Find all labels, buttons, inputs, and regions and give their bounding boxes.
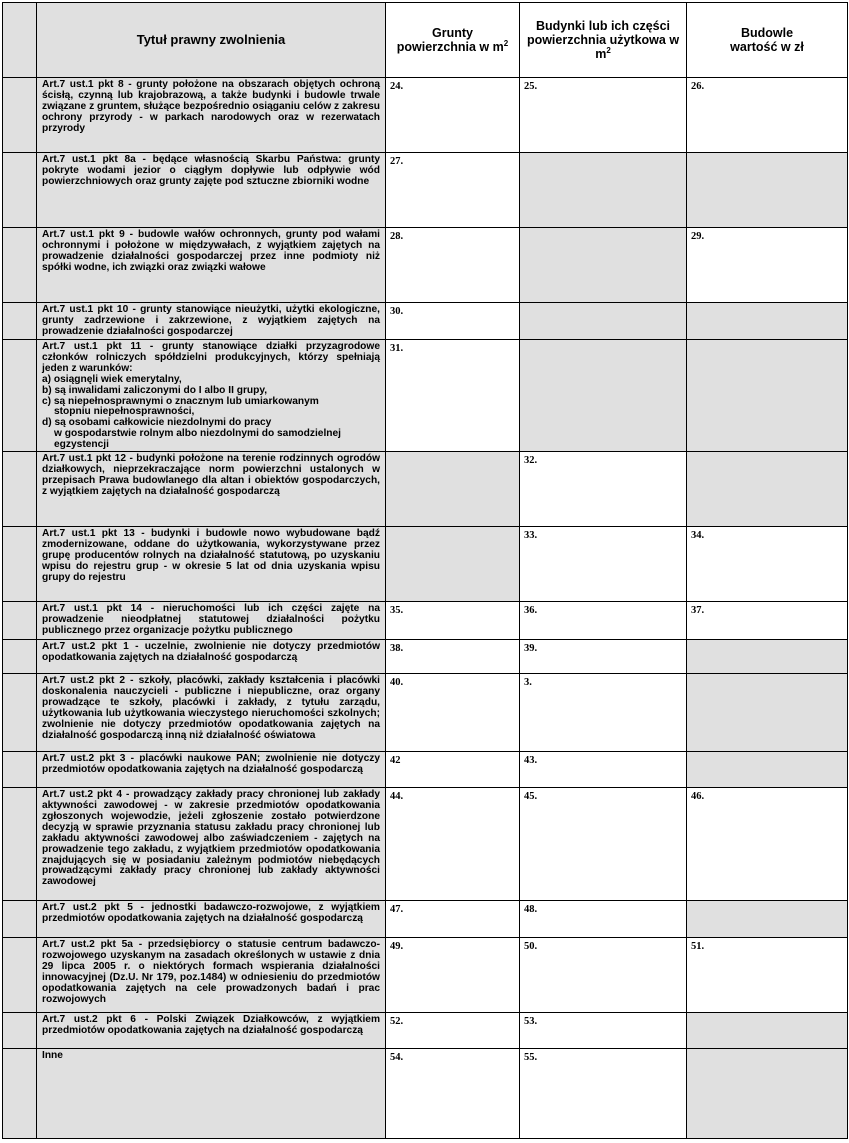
row-description: Art.7 ust.1 pkt 8 - grunty położone na obszarach objętych ochroną ścisłą, czynną lub krajobrazową, a także budynki i budowle trwale związane z gruntem, służące bezpośrednio osiąganiu celów z zakresu ochrony przyrody - w parkach narodowych oraz w rezerwatach przyrody: [37, 78, 386, 153]
table-row: [3, 640, 848, 674]
row-description: Art.7 ust.2 pkt 5a - przedsiębiorcy o statusie centrum badawczo-rozwojowego uzyskanym na zasadach określonych w ustawie z dnia 29 lipca 2005 r. o niektórych formach wspierania działalności innowacyjnej (Dz.U. Nr 179, poz.1484) w odniesieniu do przedmiotów opodatkowania zajętych na cele prowadzonych badań i prac rozwojowych: [37, 938, 386, 1013]
grunty-cell[interactable]: 40.: [386, 674, 520, 752]
grunty-cell[interactable]: 42: [386, 752, 520, 788]
condition-item: b) są inwalidami zaliczonymi do I albo II grupy,: [42, 384, 268, 396]
budynki-cell: [520, 303, 687, 340]
budowle-cell[interactable]: 29.: [687, 228, 848, 303]
row-description: Art.7 ust.1 pkt 14 - nieruchomości lub ich części zajęte na prowadzenie nieodpłatnej statutowej działalności pożytku publicznego przez organizacje pożytku publicznego: [37, 602, 386, 640]
row-blank-cell: [3, 752, 37, 788]
budowle-cell: [687, 674, 848, 752]
condition-item-continuation: stopniu niepełnosprawności,: [54, 406, 195, 418]
header-budynki-line1: Budynki lub ich części: [535, 19, 671, 33]
condition-item: a) osiągnęli wiek emerytalny,: [42, 373, 182, 385]
header-budowle-line2: wartość w zł: [730, 40, 804, 54]
table-row: [3, 1013, 848, 1049]
row-blank-cell: [3, 788, 37, 901]
grunty-cell: [386, 452, 520, 527]
budynki-cell[interactable]: 45.: [520, 788, 687, 901]
budowle-cell[interactable]: 26.: [687, 78, 848, 153]
budowle-cell: [687, 1049, 848, 1139]
budynki-cell[interactable]: 48.: [520, 901, 687, 938]
header-grunty-line1: Grunty: [432, 26, 473, 40]
row-blank-cell: [3, 303, 37, 340]
table-row: [3, 674, 848, 752]
header-budynki-line2: powierzchnia użytkowa w: [526, 33, 680, 47]
budynki-cell[interactable]: 32.: [520, 452, 687, 527]
grunty-cell[interactable]: 24.: [386, 78, 520, 153]
grunty-cell[interactable]: 52.: [386, 1013, 520, 1049]
row-description: Art.7 ust.2 pkt 3 - placówki naukowe PAN; zwolnienie nie dotyczy przedmiotów opodatkowania zajętych na działalność gospodarczą: [37, 752, 386, 788]
table-row: [3, 303, 848, 340]
condition-item: c) są niepełnosprawnymi o znacznym lub umiarkowanym: [42, 395, 319, 407]
budowle-cell: [687, 752, 848, 788]
row-description: Art.7 ust.1 pkt 9 - budowle wałów ochronnych, grunty pod wałami ochronnymi i położone w międzywałach, z wyjątkiem zajętych na prowadzenie działalności gospodarczej przez inne podmioty niż spółki wodne, ich związki oraz związki wałowe: [37, 228, 386, 303]
budynki-cell[interactable]: 50.: [520, 938, 687, 1013]
header-budynki-line3: m: [595, 47, 607, 61]
table-row: [3, 527, 848, 602]
row-blank-cell: [3, 78, 37, 153]
row-blank-cell: [3, 228, 37, 303]
grunty-cell[interactable]: 44.: [386, 788, 520, 901]
row-blank-cell: [3, 1049, 37, 1139]
budynki-cell: [520, 153, 687, 228]
row-description: Art.7 ust.2 pkt 6 - Polski Związek Działkowców, z wyjątkiem przedmiotów opodatkowania zajętych na działalność gospodarczą: [37, 1013, 386, 1049]
budowle-cell[interactable]: 37.: [687, 602, 848, 640]
budowle-cell: [687, 303, 848, 340]
table-row: [3, 452, 848, 527]
row-blank-cell: [3, 938, 37, 1013]
header-title-text: Tytuł prawny zwolnienia: [136, 32, 286, 47]
header-grunty: [386, 3, 520, 78]
row-blank-cell: [3, 452, 37, 527]
grunty-cell[interactable]: 54.: [386, 1049, 520, 1139]
budynki-cell[interactable]: 3.: [520, 674, 687, 752]
header-budynki: [520, 3, 687, 78]
row-blank-cell: [3, 602, 37, 640]
grunty-cell[interactable]: 30.: [386, 303, 520, 340]
budowle-cell: [687, 153, 848, 228]
table-row: [3, 78, 848, 153]
table-row: [3, 153, 848, 228]
row-blank-cell: [3, 674, 37, 752]
table-row: [3, 228, 848, 303]
budowle-cell[interactable]: 34.: [687, 527, 848, 602]
header-title: [37, 3, 386, 78]
budowle-cell: [687, 1013, 848, 1049]
row-description: [37, 340, 386, 452]
row-description: Art.7 ust.1 pkt 13 - budynki i budowle nowo wybudowane bądź zmodernizowane, oddane do użytkowania, wykorzystywane przez grupę producentów rolnych na działalność statutową, po uzyskaniu wpisu do rejestru grup - w okresie 5 lat od dnia uzyskania wpisu grupy do rejestru: [37, 527, 386, 602]
header-grunty-sup: 2: [503, 38, 509, 48]
budynki-cell[interactable]: 53.: [520, 1013, 687, 1049]
row-description: Art.7 ust.2 pkt 2 - szkoły, placówki, zakłady kształcenia i placówki doskonalenia nauczycieli - publiczne i niepubliczne, oraz organy prowadzące te szkoły, placówki i zakłady, z tytułu zarządu, użytkowania lub użytkowania wieczystego nieruchomości szkolnych; zwolnienie nie dotyczy przedmiotów opodatkowania zajętych na działalność gospodarczą inną niż działalność oświatowa: [37, 674, 386, 752]
budynki-cell[interactable]: 25.: [520, 78, 687, 153]
budowle-cell[interactable]: 46.: [687, 788, 848, 901]
table-row: [3, 340, 848, 452]
row-description: Art.7 ust.1 pkt 10 - grunty stanowiące nieużytki, użytki ekologiczne, grunty zadrzewione i zakrzewione, z wyjątkiem zajętych na prowadzenie działalności gospodarczej: [37, 303, 386, 340]
grunty-cell[interactable]: 38.: [386, 640, 520, 674]
grunty-cell[interactable]: 47.: [386, 901, 520, 938]
row-description: Art.7 ust.1 pkt 8a - będące własnością Skarbu Państwa: grunty pokryte wodami jezior o ciągłym dopływie lub odpływie wód powierzchniowych oraz grunty zajęte pod sztuczne zbiorniki wodne: [37, 153, 386, 228]
budynki-cell: [520, 228, 687, 303]
condition-item-continuation: w gospodarstwie rolnym albo niezdolnymi do samodzielnej: [54, 428, 341, 440]
grunty-cell[interactable]: 31.: [386, 340, 520, 452]
row-description: Art.7 ust.2 pkt 5 - jednostki badawczo-rozwojowe, z wyjątkiem przedmiotów opodatkowania zajętych na działalność gospodarczą: [37, 901, 386, 938]
row-description-intro: Art.7 ust.1 pkt 11 - grunty stanowiące działki przyzagrodowe członków rolniczych spółdzielni produkcyjnych, którzy spełniają jeden z warunków:: [42, 341, 380, 374]
row-blank-cell: [3, 340, 37, 452]
table-row: [3, 788, 848, 901]
budowle-cell: [687, 452, 848, 527]
row-blank-cell: [3, 901, 37, 938]
exemption-table: [2, 2, 848, 1139]
row-description: Inne: [37, 1049, 386, 1139]
header-blank-cell: [3, 3, 37, 78]
budowle-cell: [687, 640, 848, 674]
table-row: [3, 1049, 848, 1139]
row-blank-cell: [3, 640, 37, 674]
header-grunty-line2: powierzchnia w m: [396, 40, 504, 54]
grunty-cell[interactable]: 28.: [386, 228, 520, 303]
budynki-cell[interactable]: 36.: [520, 602, 687, 640]
table-row: [3, 901, 848, 938]
budynki-cell[interactable]: 39.: [520, 640, 687, 674]
header-budynki-sup: 2: [606, 45, 611, 55]
header-budowle: [687, 3, 848, 78]
budynki-cell[interactable]: 33.: [520, 527, 687, 602]
table-row: [3, 752, 848, 788]
condition-item-continuation: egzystencji: [54, 439, 109, 451]
budynki-cell[interactable]: 55.: [520, 1049, 687, 1139]
row-description: Art.7 ust.2 pkt 4 - prowadzący zakłady pracy chronionej lub zakłady aktywności zawodowej - w zakresie przedmiotów opodatkowania zgłoszonych wojewodzie, jeżeli zgłoszenie zostało potwierdzone decyzją w sprawie przyznania statusu zakładu pracy chronionej lub zakładu aktywności zawodowej albo zaświadczeniem - zajętych na prowadzenie tego zakładu, z wyjątkiem przedmiotów opodatkowania znajdujących się w posiadaniu zależnym podmiotów niebędących prowadzącymi zakłady pracy chronionej lub zakłady aktywności zawodowej: [37, 788, 386, 901]
row-blank-cell: [3, 153, 37, 228]
grunty-cell[interactable]: 27.: [386, 153, 520, 228]
grunty-cell[interactable]: 49.: [386, 938, 520, 1013]
budynki-cell: [520, 340, 687, 452]
grunty-cell[interactable]: 35.: [386, 602, 520, 640]
table-row: [3, 938, 848, 1013]
budowle-cell: [687, 901, 848, 938]
header-row: [3, 3, 848, 78]
grunty-cell: [386, 527, 520, 602]
condition-item: d) są osobami całkowicie niezdolnymi do pracy: [42, 417, 272, 429]
table-row: [3, 602, 848, 640]
header-budowle-line1: Budowle: [740, 26, 794, 40]
row-description: Art.7 ust.2 pkt 1 - uczelnie, zwolnienie nie dotyczy przedmiotów opodatkowania zajętych na działalność gospodarczą: [37, 640, 386, 674]
row-description: Art.7 ust.1 pkt 12 - budynki położone na terenie rodzinnych ogrodów działkowych, nieprzekraczające norm powierzchni ustalonych w przepisach Prawa budowlanego dla altan i obiektów gospodarczych, z wyjątkiem zajętych na działalność gospodarczą: [37, 452, 386, 527]
budynki-cell[interactable]: 43.: [520, 752, 687, 788]
row-blank-cell: [3, 527, 37, 602]
budowle-cell[interactable]: 51.: [687, 938, 848, 1013]
row-blank-cell: [3, 1013, 37, 1049]
budowle-cell: [687, 340, 848, 452]
